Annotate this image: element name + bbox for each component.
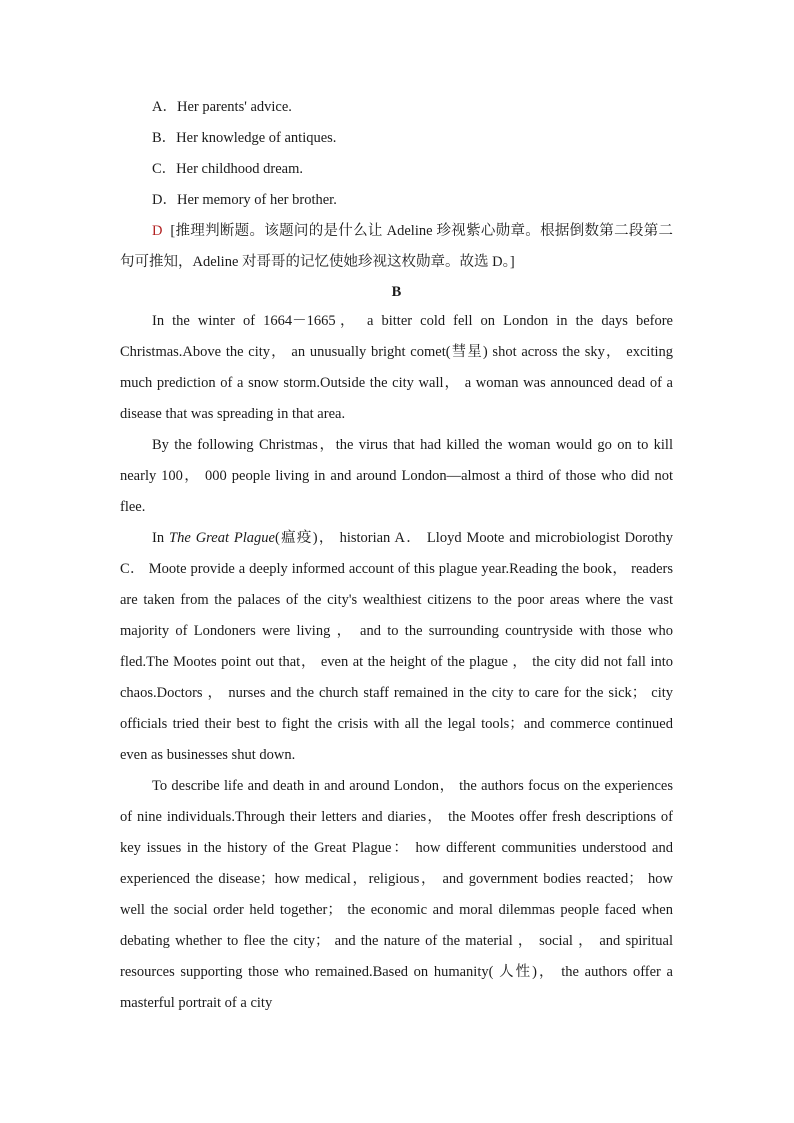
option-text: Her childhood dream. [176,161,304,177]
option-letter: A． [152,99,177,115]
paragraph-lead: In [152,530,170,546]
answer-explanation-text: [推理判断题。该题问的是什么让 Adeline 珍视紫心勋章。根据倒数第二段第二句可推知，Adeline 对哥哥的记忆使她珍视这枚勋章。故选 D。] [120,223,673,270]
option-c [120,154,673,185]
passage-paragraph-1: In the winter of 1664－1665， a bitter cold fell on London in the days before Christmas.Above the city， an unusually bright comet(彗星) shot across the sky， exciting much prediction of a snow storm.Outside the city wall， a woman was announced dead of a disease that was spreading in that area. [120,313,673,422]
option-text: Her parents' advice. [176,99,292,115]
option-d [120,185,673,216]
option-b [120,123,673,154]
paragraph-body: (瘟疫)， historian A． Lloyd Moote and microbiologist Dorothy C． Moote provide a deeply informed account of this plague year.Reading the book， readers are taken from the palaces of the city's wealthiest citizens to the poor areas where the vast majority of Londoners were living ， and to the surrounding countryside with those who fled.The Mootes point out that， even at the height of the plague ， the city did not fall into chaos.Doctors ， nurses and the church staff remained in the city to care for the sick； city officials tried their best to fight the crisis with all the legal tools；and commerce continued even as businesses shut down. [120,530,673,763]
option-text: Her knowledge of antiques. [176,130,337,146]
book-title: The Great Plague [169,530,275,546]
passage-paragraph-3 [120,523,673,771]
section-label: B [391,284,402,300]
answer-letter: D [152,223,163,239]
option-letter: D． [152,192,177,208]
option-letter: B． [152,130,177,146]
option-letter: C． [152,161,177,177]
answer-explanation [120,216,673,278]
document-page [120,92,673,1019]
option-a [120,92,673,123]
passage-paragraph-4: To describe life and death in and around London， the authors focus on the experiences of nine individuals.Through their letters and diaries， the Mootes offer fresh descriptions of key issues in the history of the Great Plague： how different communities understood and experienced the disease；how medical，religious， and government bodies reacted； how well the social order held together； the economic and moral dilemmas people faced when debating whether to flee the city； and the nature of the material ， social ， and spiritual resources supporting those who remained.Based on humanity( 人性)， the authors offer a masterful portrait of a city [120,778,673,1011]
option-text: Her memory of her brother. [176,192,337,208]
passage-paragraph-2: By the following Christmas，the virus that had killed the woman would go on to kill nearly 100， 000 people living in and around London—almost a third of those who did not flee. [120,437,673,515]
